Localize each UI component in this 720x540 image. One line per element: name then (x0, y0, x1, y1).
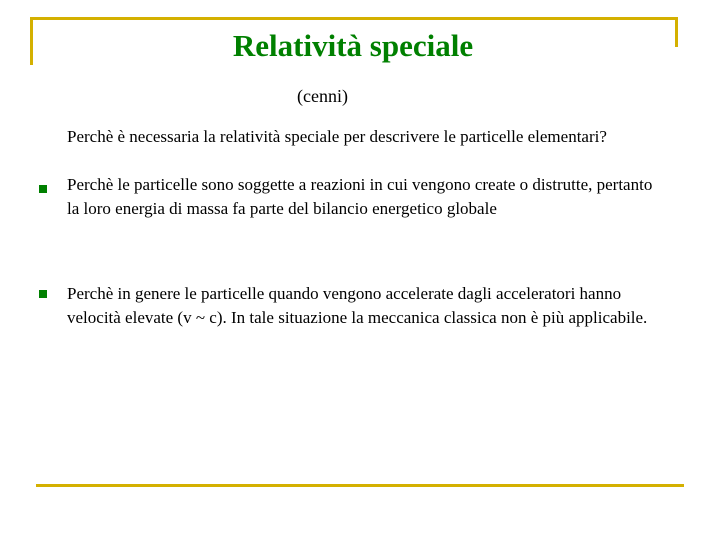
square-bullet-icon (39, 290, 47, 298)
bullet-text-2: Perchè in genere le particelle quando vengono accelerate dagli acceleratori hanno velocità elevate (v ~ c). In tale situazione la meccanica classica non è più applicabile. (67, 284, 648, 327)
bullet-text-1: Perchè le particelle sono soggette a reazioni in cui vengono create o distrutte, pertanto la loro energia di massa fa parte del bilancio energetico globale (67, 175, 653, 218)
slide-subtitle: (cenni) (297, 86, 348, 106)
bottom-rule (36, 484, 684, 487)
square-bullet-icon (39, 185, 47, 193)
top-rule (30, 17, 678, 20)
slide-title: Relatività speciale (232, 28, 474, 63)
intro-question: Perchè è necessaria la relatività speciale per descrivere le particelle elementari? (67, 127, 607, 146)
